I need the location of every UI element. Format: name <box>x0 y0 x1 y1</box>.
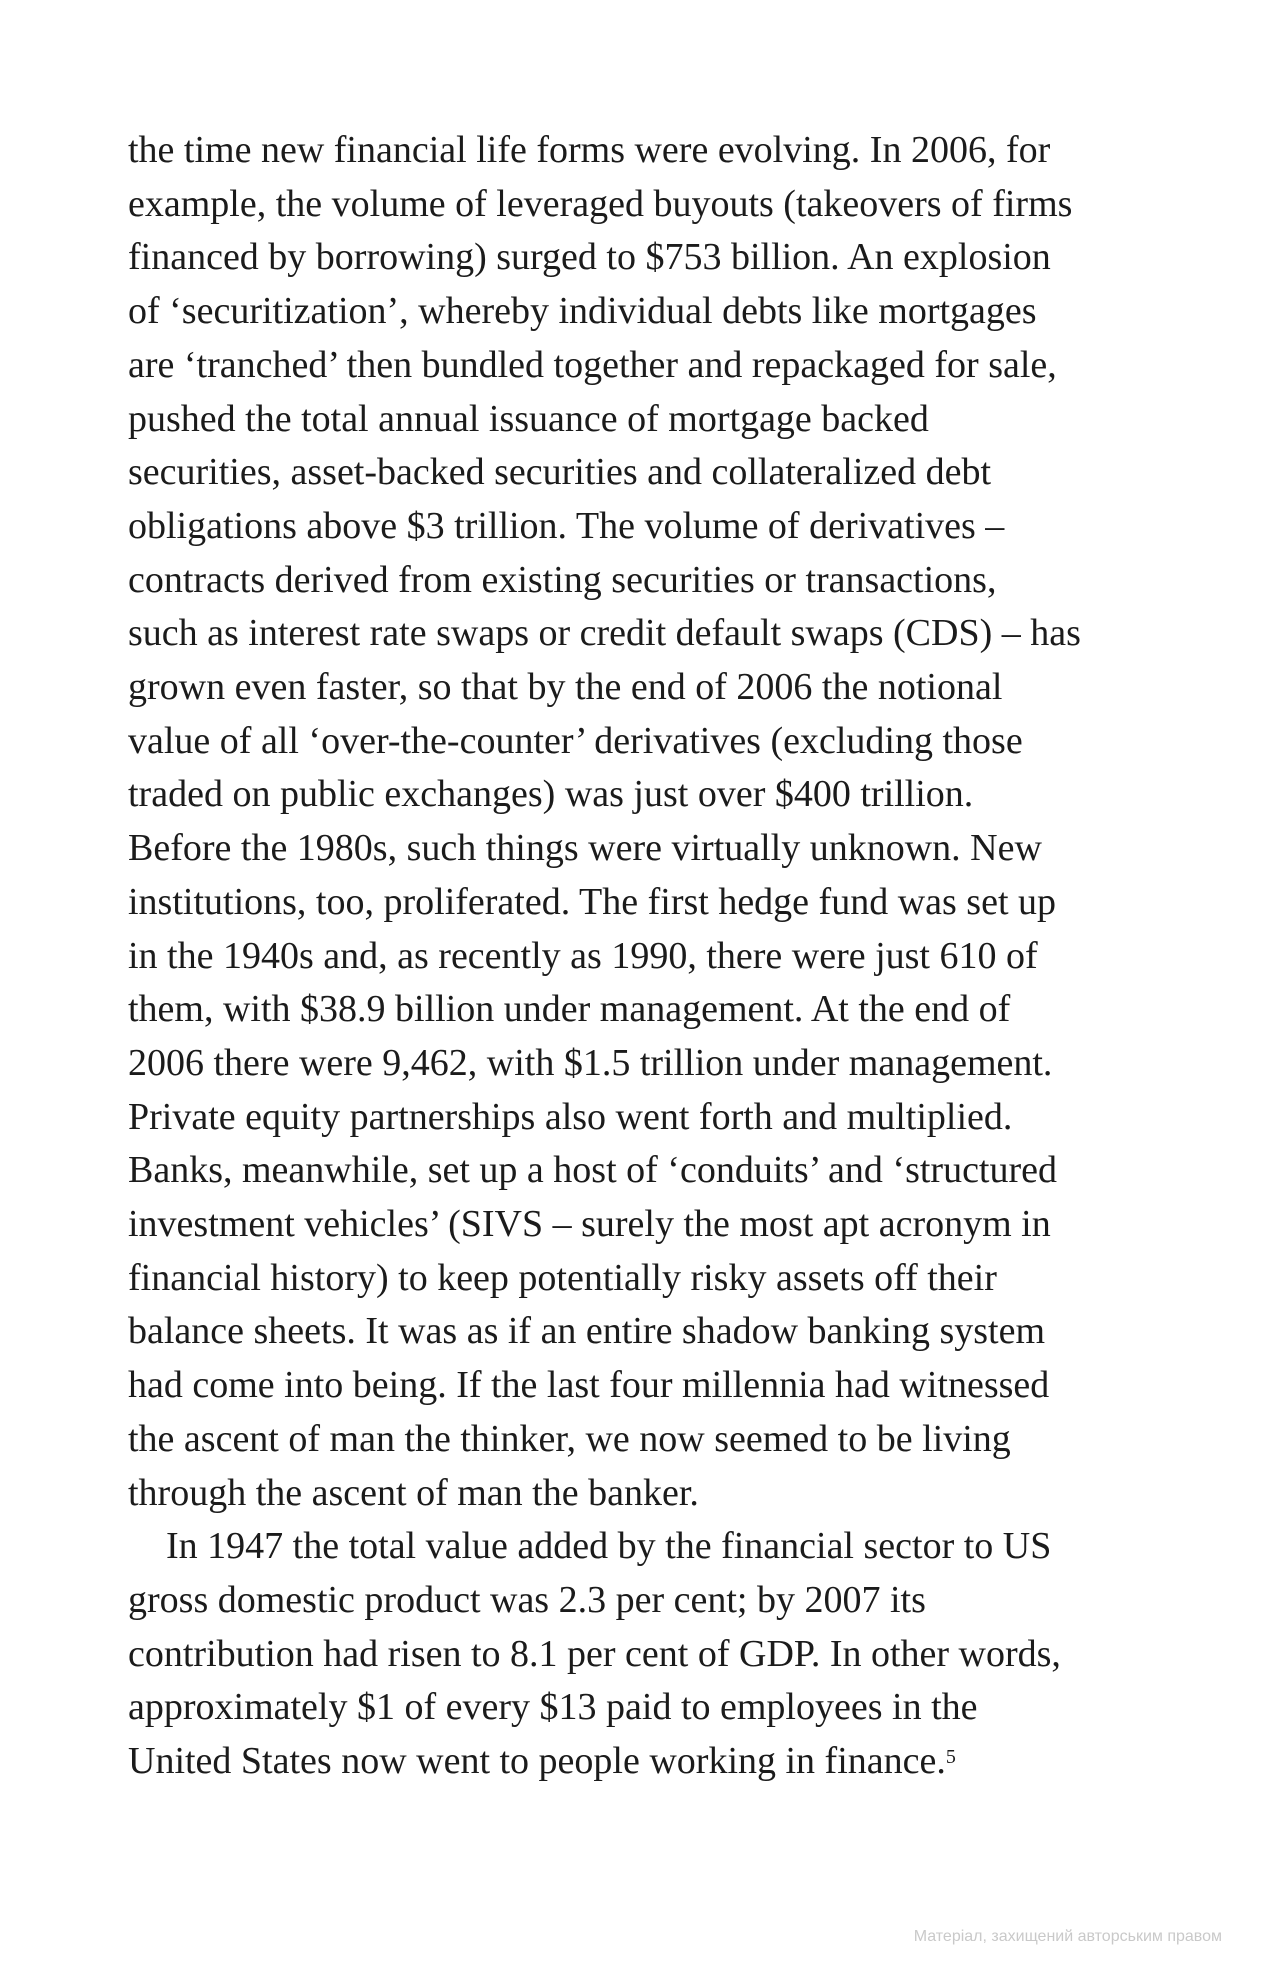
footnote-marker[interactable]: 5 <box>945 1746 956 1769</box>
text-line: the time new financial life forms were evolving. In 2006, for <box>128 129 1051 171</box>
text-line: obligations above $3 trillion. The volume of derivatives – <box>128 504 1005 547</box>
text-line: had come into being. If the last four millennia had witnessed <box>128 1364 1050 1407</box>
text-line: traded on public exchanges) was just over $400 trillion. <box>128 773 974 816</box>
text-line: the ascent of man the thinker, we now seemed to be living <box>128 1417 1011 1460</box>
text-line: In 1947 the total value added by the financial sector to US <box>166 1525 1052 1568</box>
text-line: gross domestic product was 2.3 per cent; by 2007 its <box>128 1578 926 1621</box>
text-line: 2006 there were 9,462, with $1.5 trillion under management. <box>128 1041 1053 1084</box>
text-line: investment vehicles’ (SIVS – surely the most apt acronym in <box>128 1203 1051 1246</box>
text-line: contracts derived from existing securities or transactions, <box>128 558 997 601</box>
text-line: value of all ‘over-the-counter’ derivatives (excluding those <box>128 719 1023 762</box>
text-line: are ‘tranched’ then bundled together and repackaged for sale, <box>128 343 1057 386</box>
paragraph <box>128 1520 1158 1789</box>
text-line: through the ascent of man the banker. <box>128 1471 699 1514</box>
copyright-watermark: Матеріал, захищений авторським правом <box>913 1928 1222 1945</box>
text-line: financial history) to keep potentially risky assets off their <box>128 1256 997 1299</box>
text-line: grown even faster, so that by the end of 2006 the notional <box>128 666 1003 709</box>
text-line: contribution had risen to 8.1 per cent of GDP. In other words, <box>128 1632 1061 1675</box>
paragraph <box>128 124 1158 1520</box>
text-line: in the 1940s and, as recently as 1990, there were just 610 of <box>128 934 1038 977</box>
text-line: financed by borrowing) surged to $753 billion. An explosion <box>128 236 1051 279</box>
text-line: securities, asset-backed securities and collateralized debt <box>128 451 992 494</box>
text-line: of ‘securitization’, whereby individual debts like mortgages <box>128 290 1037 333</box>
text-line: United States now went to people working in finance.$^5$ <box>128 1740 956 1783</box>
text-line: approximately $1 of every $13 paid to employees in the <box>128 1686 978 1729</box>
text-line: Before the 1980s, such things were virtually unknown. New <box>128 827 1042 870</box>
text-line: balance sheets. It was as if an entire shadow banking system <box>128 1310 1046 1353</box>
text-line: them, with $38.9 billion under management. At the end of <box>128 988 1011 1031</box>
text-line: institutions, too, proliferated. The first hedge fund was set up <box>128 880 1057 923</box>
text-line: Banks, meanwhile, set up a host of ‘conduits’ and ‘structured <box>128 1149 1058 1192</box>
text-line: example, the volume of leveraged buyouts (takeovers of firms <box>128 182 1073 225</box>
page-body <box>128 124 1158 1789</box>
text-line: such as interest rate swaps or credit default swaps (CDS) – has <box>128 612 1081 655</box>
text-line: Private equity partnerships also went forth and multiplied. <box>128 1095 1013 1138</box>
text-line: pushed the total annual issuance of mortgage backed <box>128 397 929 440</box>
